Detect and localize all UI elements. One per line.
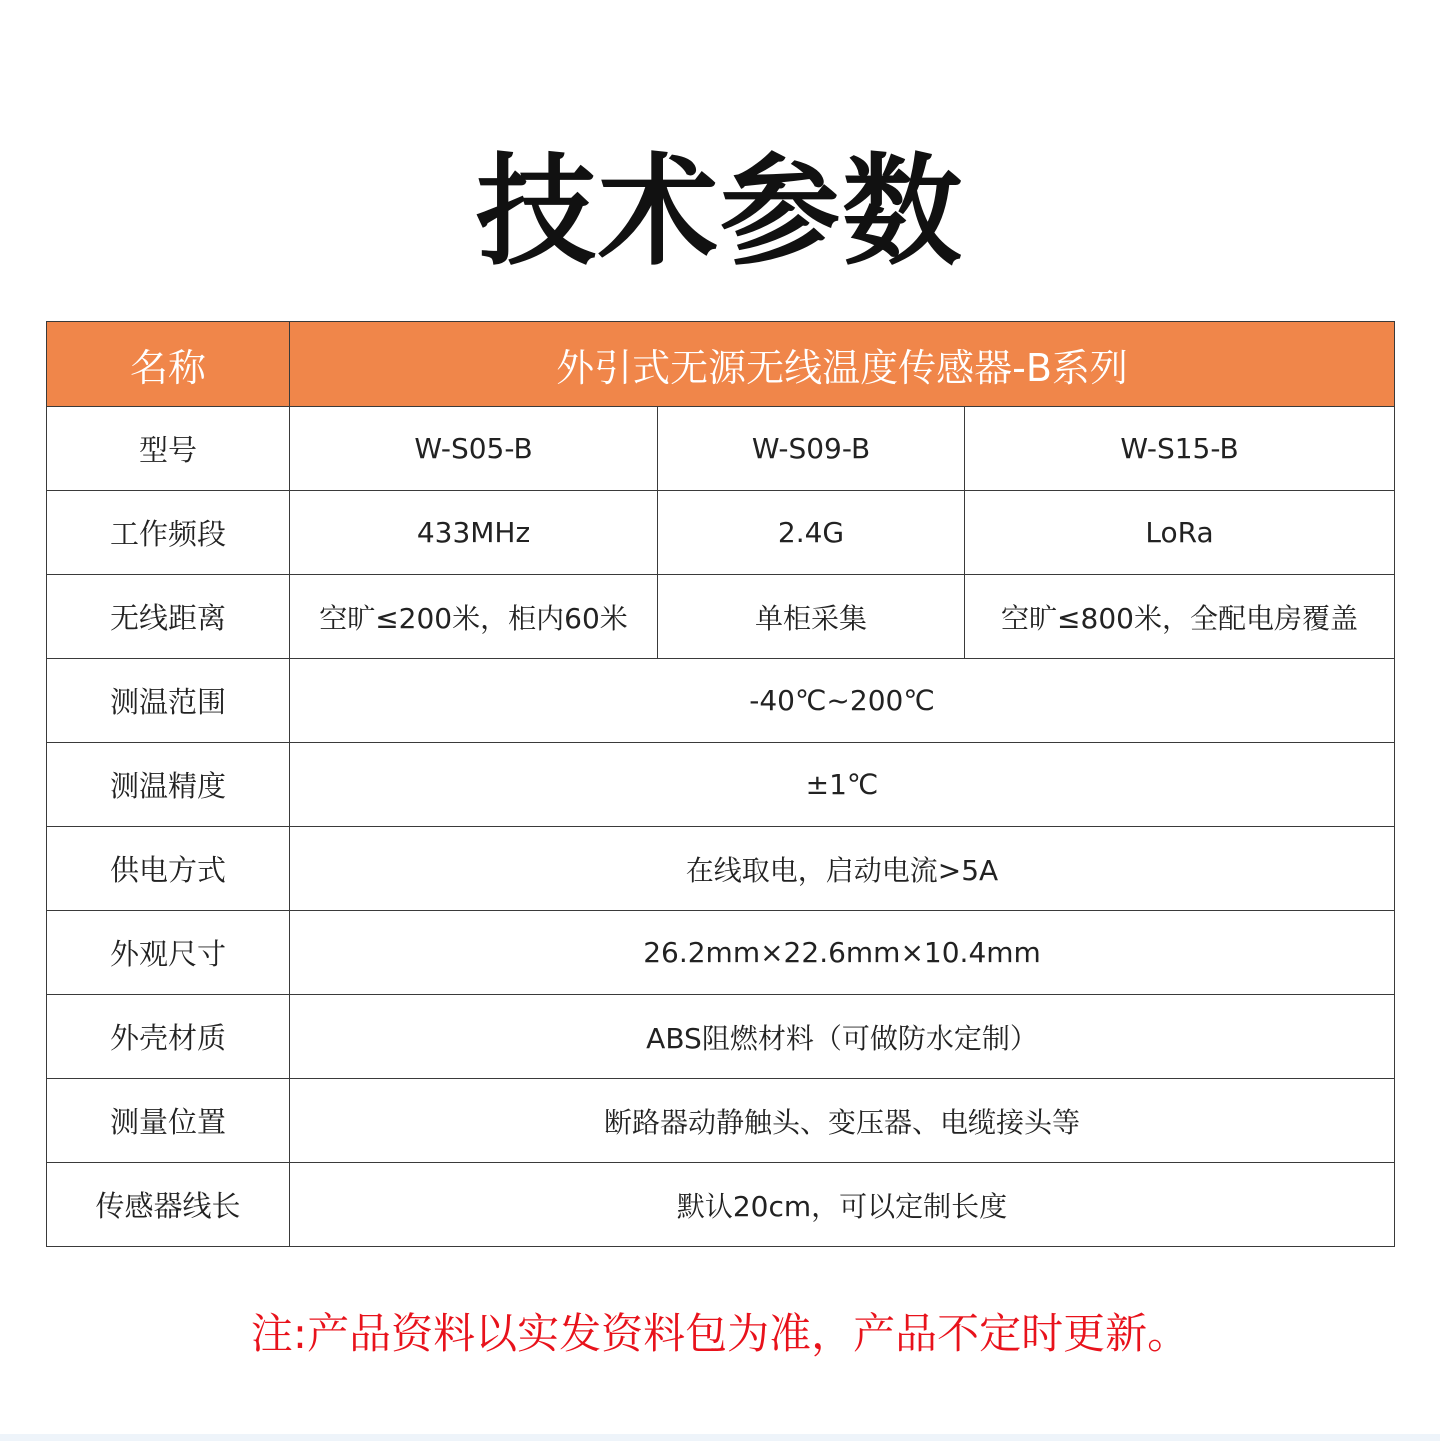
table-row — [47, 995, 1395, 1079]
row-label: 工作频段 — [47, 491, 290, 575]
table-row — [47, 911, 1395, 995]
row-label: 测温精度 — [47, 743, 290, 827]
row-label: 传感器线长 — [47, 1163, 290, 1247]
range-cell: 空旷≤800米，全配电房覆盖 — [965, 575, 1395, 659]
table-row — [47, 827, 1395, 911]
table-row — [47, 1163, 1395, 1247]
row-value: 断路器动静触头、变压器、电缆接头等 — [290, 1079, 1395, 1163]
row-value: -40℃~200℃ — [290, 659, 1395, 743]
row-label: 供电方式 — [47, 827, 290, 911]
row-value: ±1℃ — [290, 743, 1395, 827]
row-label: 外壳材质 — [47, 995, 290, 1079]
range-cell: 空旷≤200米，柜内60米 — [290, 575, 658, 659]
header-label: 名称 — [47, 322, 290, 407]
row-value: 默认20cm，可以定制长度 — [290, 1163, 1395, 1247]
row-value: 26.2mm×22.6mm×10.4mm — [290, 911, 1395, 995]
row-label: 无线距离 — [47, 575, 290, 659]
row-value: ABS阻燃材料（可做防水定制） — [290, 995, 1395, 1079]
table-row-wireless-range — [47, 575, 1395, 659]
row-label: 测量位置 — [47, 1079, 290, 1163]
row-label: 型号 — [47, 407, 290, 491]
table-row — [47, 1079, 1395, 1163]
range-cell: 单柜采集 — [658, 575, 965, 659]
row-label: 外观尺寸 — [47, 911, 290, 995]
table-row — [47, 659, 1395, 743]
row-label: 测温范围 — [47, 659, 290, 743]
table-row — [47, 743, 1395, 827]
frequency-cell: LoRa — [965, 491, 1395, 575]
model-cell: W-S09-B — [658, 407, 965, 491]
header-product-name: 外引式无源无线温度传感器-B系列 — [290, 322, 1395, 407]
frequency-cell: 433MHz — [290, 491, 658, 575]
model-cell: W-S15-B — [965, 407, 1395, 491]
spec-table — [46, 321, 1395, 1247]
page-title: 技术参数 — [476, 143, 964, 282]
model-cell: W-S05-B — [290, 407, 658, 491]
disclaimer-note: 注:产品资料以实发资料包为准，产品不定时更新。 — [250, 1309, 1190, 1358]
table-row-model — [47, 407, 1395, 491]
bottom-divider — [0, 1434, 1440, 1441]
row-value: 在线取电，启动电流>5A — [290, 827, 1395, 911]
frequency-cell: 2.4G — [658, 491, 965, 575]
table-row-frequency — [47, 491, 1395, 575]
table-header-row — [47, 322, 1395, 407]
